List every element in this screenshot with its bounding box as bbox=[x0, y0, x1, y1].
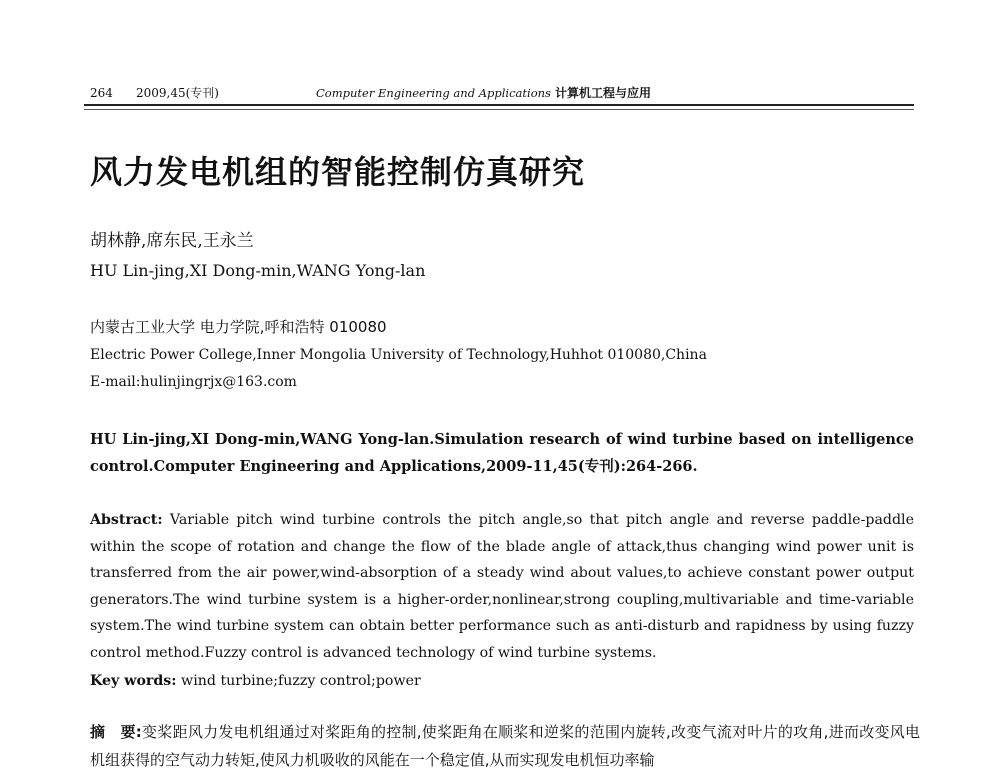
affiliation-cn: 内蒙古工业大学 电力学院,呼和浩特 010080 bbox=[90, 318, 387, 336]
abstract-cn-text: 变桨距风力发电机组通过对桨距角的控制,使桨距角在顺桨和逆桨的范围内旋转,改变气流对叶片的攻角,进而改变风电机组获得的空气动力转矩,使风力机吸收的风能在一个稳定值,从而实现发电机恒功率输 bbox=[90, 723, 921, 769]
affiliation-en: Electric Power College,Inner Mongolia University of Technology,Huhhot 010080,China bbox=[90, 347, 707, 363]
page-number: 264 bbox=[90, 86, 113, 100]
keywords-text: wind turbine;fuzzy control;power bbox=[181, 673, 421, 689]
running-header bbox=[84, 83, 914, 103]
journal-name-en: Computer Engineering and Applications bbox=[316, 86, 551, 100]
abstract-text: Variable pitch wind turbine controls the pitch angle,so that pitch angle and reverse paddle-paddle within the scope of rotation and change the flow of the blade angle of attack,thus changing wind power unit is transferred from the air power,wind-absorption of a steady wind about values,to achieve constant power output generators.The wind turbine system is a higher-order,nonlinear,strong coupling,multivariable and time-variable system.The wind turbine system can obtain better performance such as anti-disturb and rapidness by using fuzzy control method.Fuzzy control is advanced technology of wind turbine systems. bbox=[90, 512, 914, 661]
header-rule-thin bbox=[84, 109, 914, 110]
journal-name-cn: 计算机工程与应用 bbox=[554, 86, 651, 100]
abstract-cn-label: 摘 要: bbox=[90, 723, 142, 741]
journal-name bbox=[316, 83, 651, 103]
header-rule-thick bbox=[84, 104, 914, 106]
paper-title: 风力发电机组的智能控制仿真研究 bbox=[90, 153, 586, 191]
authors-cn: 胡林静,席东民,王永兰 bbox=[90, 231, 254, 251]
abstract-label: Abstract: bbox=[90, 512, 163, 528]
issue-info: 2009,45(专刊) bbox=[136, 86, 219, 100]
keywords-label: Key words: bbox=[90, 673, 177, 689]
citation: HU Lin-jing,XI Dong-min,WANG Yong-lan.Simulation research of wind turbine based on intelligence control.Computer Engineering and Applications,2009-11,45(专刊):264-266. bbox=[90, 431, 914, 475]
abstract-en bbox=[90, 507, 914, 666]
keywords-en bbox=[90, 669, 914, 693]
abstract-cn bbox=[90, 718, 920, 774]
author-email: E-mail:hulinjingrjx@163.com bbox=[90, 374, 297, 390]
authors-en: HU Lin-jing,XI Dong-min,WANG Yong-lan bbox=[90, 261, 426, 280]
